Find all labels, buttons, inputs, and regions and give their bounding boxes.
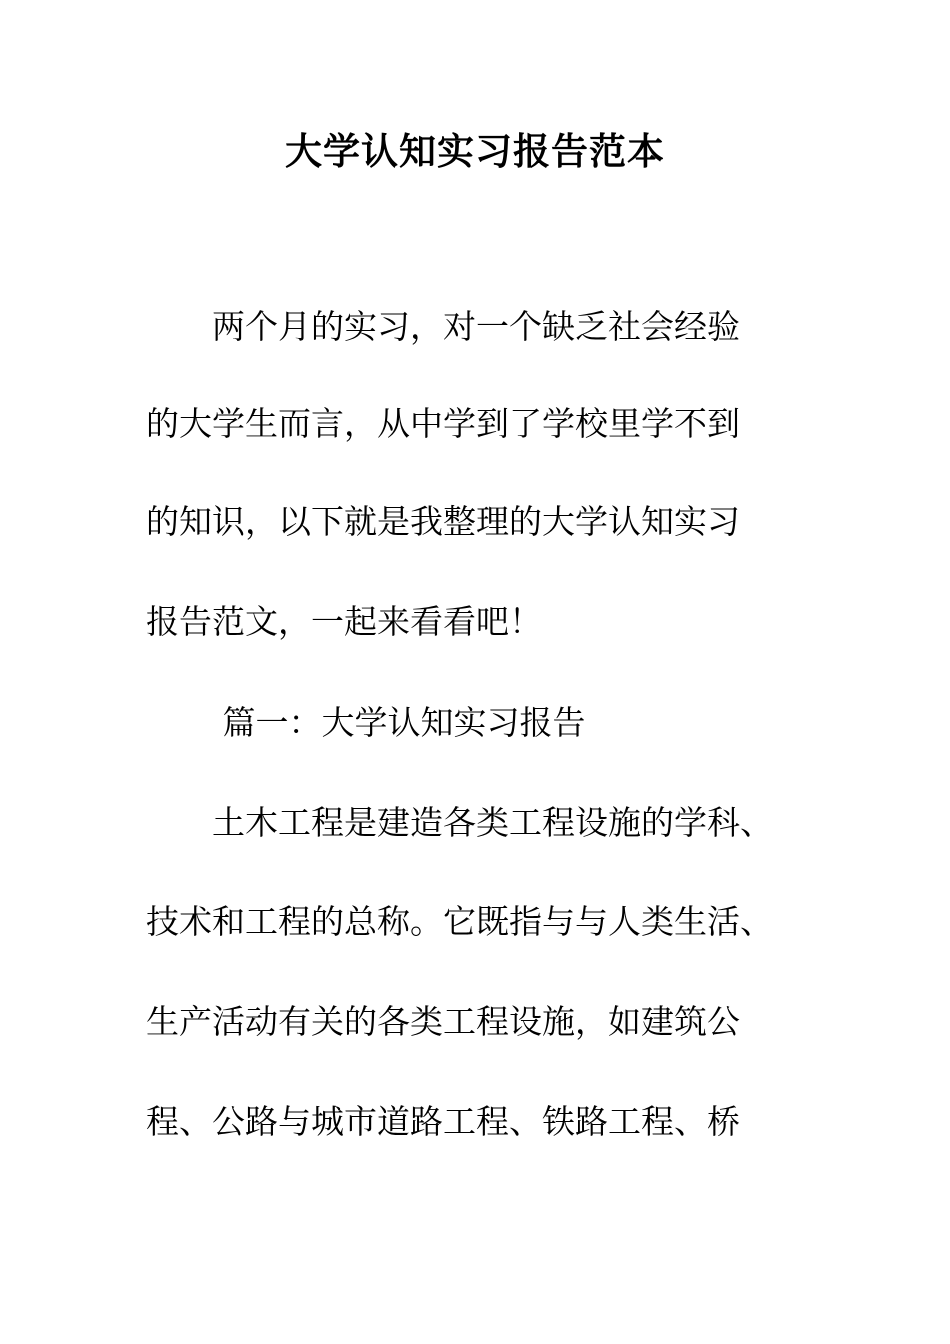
body-line-5: 土木工程是建造各类工程设施的学科、 (146, 803, 773, 842)
body-line-6: 技术和工程的总称。它既指与与人类生活、 (146, 902, 773, 941)
section-heading: 篇一：大学认知实习报告 (146, 703, 586, 742)
body-line-3: 的知识，以下就是我整理的大学认知实习 (146, 502, 740, 541)
body-line-8: 程、公路与城市道路工程、铁路工程、桥 (146, 1102, 740, 1141)
document-title: 大学认知实习报告范本 (285, 129, 665, 173)
body-line-7: 生产活动有关的各类工程设施，如建筑公 (146, 1002, 740, 1041)
body-line-1: 两个月的实习，对一个缺乏社会经验 (146, 307, 740, 346)
body-line-2: 的大学生而言，从中学到了学校里学不到 (146, 404, 740, 443)
body-line-4: 报告范文，一起来看看吧！ (146, 602, 542, 641)
